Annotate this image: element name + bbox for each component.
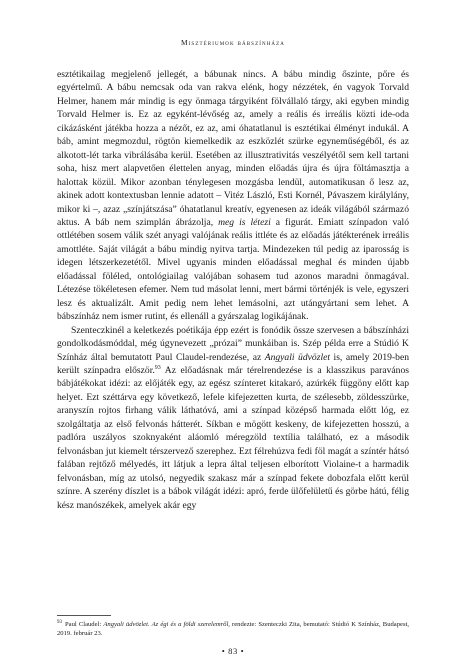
emphasis-text: meg is létezi (218, 216, 271, 228)
footnote-reference[interactable]: 93 (154, 364, 161, 371)
running-header: Misztériumok bábszínháza (181, 38, 285, 47)
text-run: Szenteczkinél a keletkezés poétikája épp ezért is fonódik össze szervesen a bábszínházi gondolkodásmóddal, még úgynevezett „prózai” munkáiban is. Szép példa erre a Stúdió K Színház által bemutatott Paul Claudel-rendezése, az (57, 324, 409, 363)
work-title: Angyali üdvözlet (264, 351, 331, 363)
footnote (57, 620, 409, 638)
body-text (57, 68, 409, 512)
page-number: • 83 • (221, 646, 245, 656)
footnote-author: Paul Claudel: (65, 621, 104, 628)
text-run: a figurát. Emiatt színpadon való ottlétében sosem válik szét anyagi valójának reális ittléte és az előadás játékterének irreális amottléte. Saját világát a bábu mindig nyitva tartja. Mindezeken túl pedig az iparosság is idegen létszerkezetétől. Mivel ugyanis minden előadással meghal és minden újabb előadással föléled, ontológiailag valójában sohasem tud azonos maradni önmagával. Létezése tökéletesen efemer. Nem tud másolat lenni, mert bármi történjék is vele, egyszeri lesz és aktualizált. Amit pedig nem lehet lemásolni, azt utángyártani sem lehet. A bábszínház nem ismer rutint, és ellenáll a gyárszalag logikájának. (57, 216, 409, 323)
text-run: Az előadásnak már térelrendezése is a klasszikus paravános bábjátékokat idézi: az előjáték egy, az egész színteret kitakaró, azúrkék függöny előtt kap helyet. Ezt széttárva egy következő, lefele kifejezetten kurta, de szélesebb, zöldesszürke, aranyszín rojtos firhang válik láthatóvá, ami a színpad középső harmada előtt lóg, ez szolgáltatja az első felvonás hátterét. Síkban e mögött keskeny, de kifejezetten hosszú, a padlóra uszályos szoknyaként aláomló méregzöld textília található, ez a második felvonásban jut kiemelt térszervező szerephez. Ezt félrehúzva fedi föl magát a színtér hátsó falában rejtőző mélyedés, itt látjuk a lepra által teljesen elborított Violaine-t a harmadik felvonásban, míg az utolsó, negyedik szakasz már a színpad fekete dobozfala előtt kerül színre. A szerény díszlet is a bábok világát idézi: apró, ferde ülőfelületű és görbe hátú, félig kész manószékek, amelyek akár egy (57, 364, 409, 511)
footnote-title: Angyali üdvözlet. Az égi és a földi szerelemről (103, 621, 229, 628)
paragraph (57, 68, 409, 324)
text-run: is, amely 2019-ben került színpadra először. (57, 351, 409, 376)
text-run: esztétikailag megjelenő jellegét, a bábunak nincs. A bábu mindig őszinte, pőre és egyértelmű. A bábu nemcsak oda van rakva elénk, hogy nézzétek, én vagyok Torvald Helmer, hanem már mindig is egy önmaga tárgyiként fölvállaló tárgy, aki egyben mindig Torvald Helmer is. Ez az egyként-lévőség az, amely a reális és irreális közti ide-oda cikázásként játékba hozza a nézőt, ez az, ami óhatatlanul is esztétikai élményt indukál. A báb, amint megmozdul, rögtön kiemelkedik az eszközlét szürke egyneműségéből, és az alkotott-lét tarka vibrálásába kerül. Esetében az illusztrativitás veszélyétől sem kell tartani soha, hisz mert alapvetően élettelen anyag, minden előadás újra és újra föltámasztja a halottak közül. Mikor azonban ténylegesen mozgásba lendül, automatikusan ő lesz az, akinek adott kontextusban lennie adatott – Vitéz László, Esti Kornél, Pávaszem királylány, mikor ki –, azaz „színjátszása” óhatatlanul kreatív, egyenesen az ideák világából származó aktus. A báb nem szimplán ábrázolja, (57, 69, 409, 228)
paragraph (57, 324, 409, 512)
footnote-details: , rendezte: Szenteczki Zita, bemutató: Stúdió K Színház, Budapest, 2019. február 23. (57, 621, 409, 637)
footnote-number: 93 (57, 619, 62, 625)
footnote-divider (57, 615, 111, 616)
